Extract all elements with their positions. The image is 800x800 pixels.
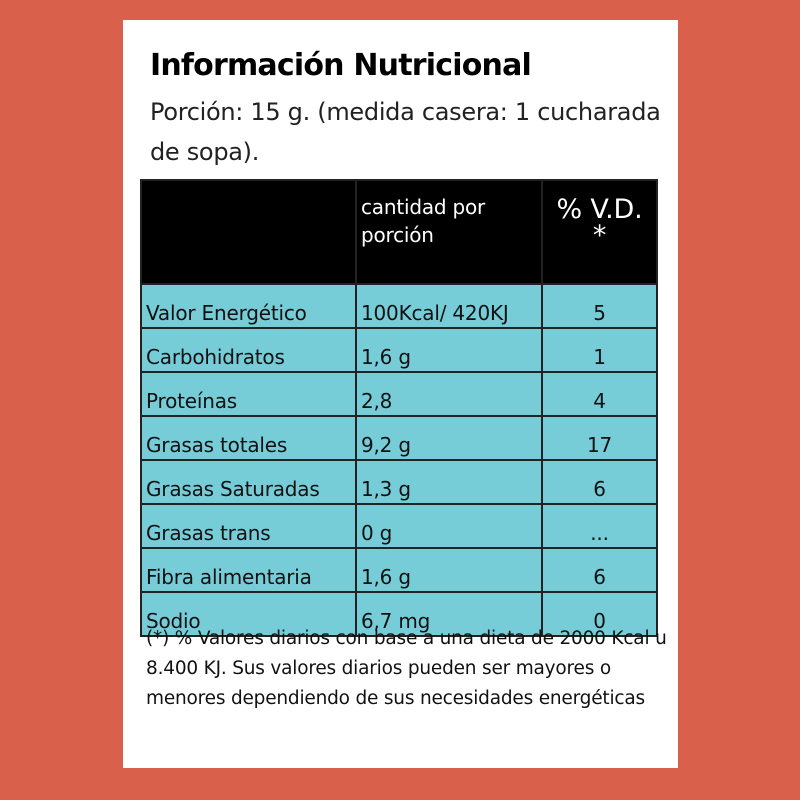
nutrient-quantity: 0 g [356,504,542,548]
nutrient-daily-value: 6 [542,548,657,592]
nutrient-name: Fibra alimentaria [141,548,356,592]
nutrient-quantity: 9,2 g [356,416,542,460]
table-row [141,284,657,328]
nutrient-daily-value: ... [542,504,657,548]
nutrient-name: Grasas Saturadas [141,460,356,504]
daily-value-footnote: (*) % Valores diarios con base a una dieta de 2000 Kcal u 8.400 KJ. Sus valores diarios pueden ser mayores o menores dependiendo de sus necesidades energéticas [146,628,667,709]
nutrient-quantity: 100Kcal/ 420KJ [356,284,542,328]
header-nutrient [141,180,356,284]
label-title: Información Nutricional [150,48,532,83]
nutrient-quantity: 1,6 g [356,328,542,372]
nutrient-quantity: 6,7 mg [356,592,542,636]
nutrient-name: Carbohidratos [141,328,356,372]
nutrient-daily-value: 5 [542,284,657,328]
nutrition-table [140,179,658,637]
nutrient-name: Valor Energético [141,284,356,328]
table-row [141,460,657,504]
nutrient-quantity: 1,3 g [356,460,542,504]
nutrient-quantity: 2,8 [356,372,542,416]
nutrient-name: Grasas trans [141,504,356,548]
nutrient-daily-value: 6 [542,460,657,504]
nutrient-daily-value: 1 [542,328,657,372]
table-row [141,416,657,460]
table-row [141,504,657,548]
nutrient-name: Sodio [141,592,356,636]
nutrition-label [123,20,678,768]
nutrient-name: Proteínas [141,372,356,416]
table-header-row [141,180,657,284]
nutrient-daily-value: 0 [542,592,657,636]
table-row [141,548,657,592]
nutrient-quantity: 1,6 g [356,548,542,592]
table-row [141,328,657,372]
serving-size-text: Porción: 15 g. (medida casera: 1 cucharada de sopa). [150,98,661,166]
nutrient-daily-value: 4 [542,372,657,416]
table-row [141,372,657,416]
header-quantity: cantidad por porción [356,180,542,284]
nutrient-name: Grasas totales [141,416,356,460]
header-daily-value: % V.D. * [542,180,657,284]
nutrient-daily-value: 17 [542,416,657,460]
